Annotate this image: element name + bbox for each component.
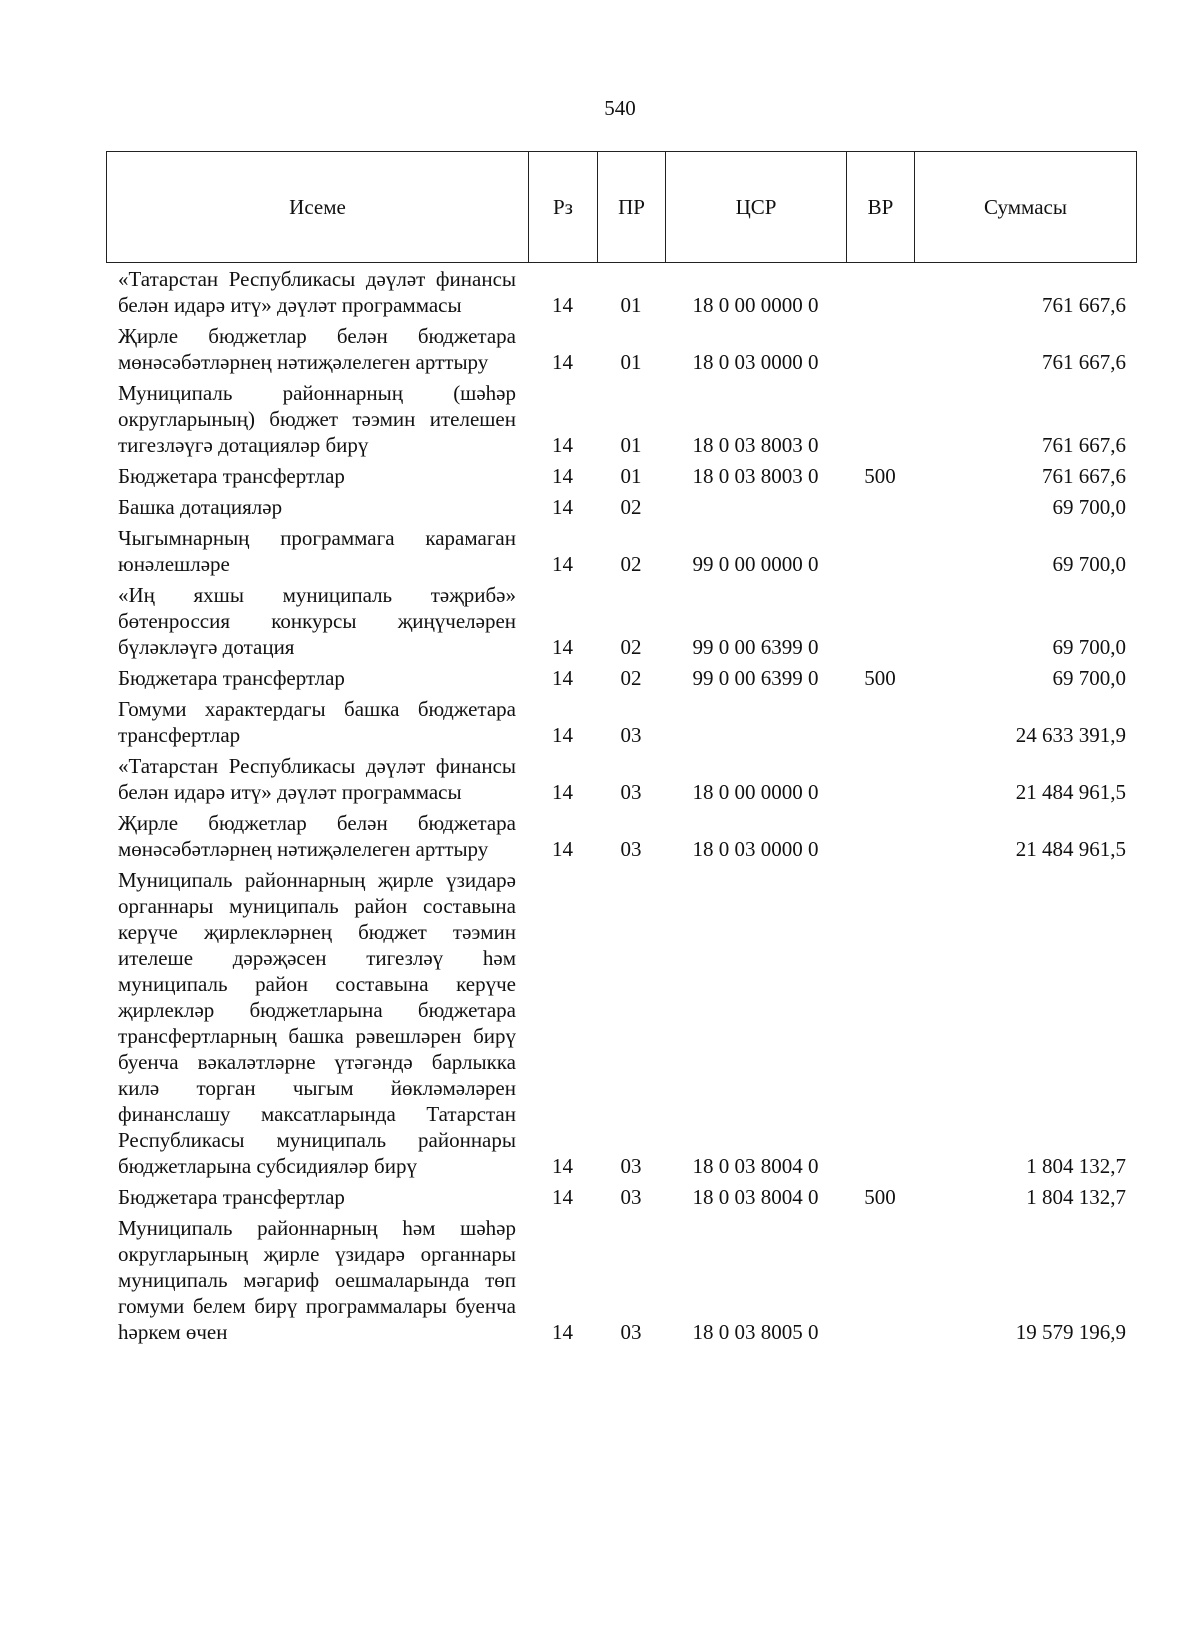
cell-name: «Татарстан Республикасы дәүләт финансы белән идарә итү» дәүләт программасы — [118, 267, 516, 317]
cell-vr — [846, 264, 914, 321]
cell-rz: 14 — [552, 837, 573, 861]
cell-sum: 21 484 961,5 — [1015, 780, 1126, 804]
cell-name: Муниципаль районнарның җирле үзидарә органнары муниципаль район составына керүче җирлекләрнең бюджет тәэмин ителеше дәрәҗәсен тигезләү һәм муниципаль район составына керүче җирлекләр бюджетларына бюджетара трансфертларның башка рәвешләрен бирү буенча вәкаләтләрне үтәгәндә барлыкка килә торган чыгым йөкләмәләрен финанслашу максатларында Татарстан Республикасы муниципаль районнары бюджетларына субсидияләр бирү — [118, 868, 516, 1178]
budget-table — [106, 264, 1136, 1348]
cell-sum: 1 804 132,7 — [1026, 1154, 1126, 1178]
cell-csr: 99 0 00 6399 0 — [692, 666, 819, 690]
cell-rz: 14 — [552, 552, 573, 576]
cell-vr — [846, 492, 914, 523]
cell-csr: 18 0 00 0000 0 — [692, 780, 819, 804]
cell-name: Башка дотацияләр — [118, 495, 283, 519]
table-row — [106, 264, 1136, 321]
cell-csr — [665, 492, 846, 523]
table-row — [106, 321, 1136, 378]
cell-sum: 69 700,0 — [1052, 552, 1126, 576]
cell-csr: 18 0 00 0000 0 — [692, 293, 819, 317]
cell-rz: 14 — [552, 464, 573, 488]
table-row — [106, 694, 1136, 751]
cell-sum: 19 579 196,9 — [1015, 1320, 1126, 1344]
table-header — [106, 151, 1137, 263]
cell-sum: 761 667,6 — [1042, 350, 1126, 374]
cell-vr — [846, 751, 914, 808]
cell-sum: 761 667,6 — [1042, 433, 1126, 457]
cell-vr — [846, 523, 914, 580]
cell-pr: 02 — [620, 495, 642, 519]
table-row — [106, 492, 1136, 523]
cell-sum: 69 700,0 — [1052, 495, 1126, 519]
cell-pr: 03 — [620, 837, 642, 861]
header-vr: ВР — [847, 152, 915, 263]
cell-name: Җирле бюджетлар белән бюджетара мөнәсәбәтләрнең нәтиҗәлелеген арттыру — [118, 811, 516, 861]
cell-pr: 02 — [620, 552, 642, 576]
cell-sum: 21 484 961,5 — [1015, 837, 1126, 861]
cell-rz: 14 — [552, 495, 573, 519]
cell-pr: 01 — [620, 293, 642, 317]
cell-csr: 99 0 00 6399 0 — [692, 635, 819, 659]
cell-csr: 18 0 03 8005 0 — [692, 1320, 819, 1344]
cell-csr: 99 0 00 0000 0 — [692, 552, 819, 576]
cell-sum: 69 700,0 — [1052, 635, 1126, 659]
cell-rz: 14 — [552, 1154, 573, 1178]
table-row — [106, 523, 1136, 580]
cell-csr: 18 0 03 8004 0 — [692, 1154, 819, 1178]
cell-csr — [665, 694, 846, 751]
cell-rz: 14 — [552, 1320, 573, 1344]
cell-csr: 18 0 03 0000 0 — [692, 350, 819, 374]
table-row — [106, 865, 1136, 1182]
cell-pr: 03 — [620, 1185, 642, 1209]
header-rz: Рз — [529, 152, 598, 263]
cell-pr: 03 — [620, 723, 642, 747]
header-csr: ЦСР — [666, 152, 847, 263]
cell-rz: 14 — [552, 350, 573, 374]
cell-rz: 14 — [552, 293, 573, 317]
header-pr: ПР — [598, 152, 666, 263]
cell-pr: 02 — [620, 666, 642, 690]
cell-name: Чыгымнарның программага карамаган юнәлешләре — [118, 526, 516, 576]
cell-vr — [846, 580, 914, 663]
page-number: 540 — [604, 96, 636, 120]
cell-rz: 14 — [552, 723, 573, 747]
cell-sum: 761 667,6 — [1042, 464, 1126, 488]
cell-vr — [846, 865, 914, 1182]
table-row — [106, 751, 1136, 808]
cell-pr: 03 — [620, 780, 642, 804]
cell-sum: 24 633 391,9 — [1015, 723, 1126, 747]
cell-pr: 02 — [620, 635, 642, 659]
cell-rz: 14 — [552, 780, 573, 804]
cell-rz: 14 — [552, 635, 573, 659]
cell-vr — [846, 808, 914, 865]
cell-name: «Иң яхшы муниципаль тәҗрибә» бөтенроссия конкурсы җиңүчеләрен бүләкләүгә дотация — [118, 583, 516, 659]
cell-csr: 18 0 03 8003 0 — [692, 464, 819, 488]
cell-pr: 01 — [620, 464, 642, 488]
cell-name: «Татарстан Республикасы дәүләт финансы белән идарә итү» дәүләт программасы — [118, 754, 516, 804]
cell-vr — [846, 321, 914, 378]
cell-csr: 18 0 03 8003 0 — [692, 433, 819, 457]
cell-pr: 01 — [620, 433, 642, 457]
cell-vr — [846, 694, 914, 751]
cell-rz: 14 — [552, 666, 573, 690]
header-sum: Суммасы — [915, 152, 1137, 263]
table-row — [106, 1182, 1136, 1213]
cell-name: Җирле бюджетлар белән бюджетара мөнәсәбәтләрнең нәтиҗәлелеген арттыру — [118, 324, 516, 374]
cell-vr: 500 — [864, 464, 896, 488]
cell-name: Муниципаль районнарның һәм шәһәр округларының җирле үзидарә органнары муниципаль мәгариф оешмаларында төп гомуми белем бирү программалары буенча һәркем өчен — [118, 1216, 516, 1344]
cell-vr: 500 — [864, 1185, 896, 1209]
table-row — [106, 663, 1136, 694]
cell-name: Гомуми характердагы башка бюджетара трансфертлар — [118, 697, 516, 747]
cell-rz: 14 — [552, 433, 573, 457]
table-row — [106, 378, 1136, 461]
table-row — [106, 808, 1136, 865]
table-row — [106, 461, 1136, 492]
cell-sum: 761 667,6 — [1042, 293, 1126, 317]
cell-rz: 14 — [552, 1185, 573, 1209]
cell-sum: 69 700,0 — [1052, 666, 1126, 690]
cell-vr — [846, 378, 914, 461]
cell-vr — [846, 1213, 914, 1348]
cell-name: Бюджетара трансфертлар — [118, 464, 345, 488]
cell-vr: 500 — [864, 666, 896, 690]
cell-csr: 18 0 03 0000 0 — [692, 837, 819, 861]
table-row — [106, 1213, 1136, 1348]
cell-csr: 18 0 03 8004 0 — [692, 1185, 819, 1209]
cell-pr: 03 — [620, 1154, 642, 1178]
cell-name: Муниципаль районнарның (шәһәр округларының) бюджет тәэмин ителешен тигезләүгә дотацияләр бирү — [118, 381, 516, 457]
cell-name: Бюджетара трансфертлар — [118, 666, 345, 690]
table-row — [106, 580, 1136, 663]
table-body — [106, 264, 1136, 1348]
cell-sum: 1 804 132,7 — [1026, 1185, 1126, 1209]
header-name: Исеме — [107, 152, 529, 263]
cell-pr: 03 — [620, 1320, 642, 1344]
cell-pr: 01 — [620, 350, 642, 374]
cell-name: Бюджетара трансфертлар — [118, 1185, 345, 1209]
